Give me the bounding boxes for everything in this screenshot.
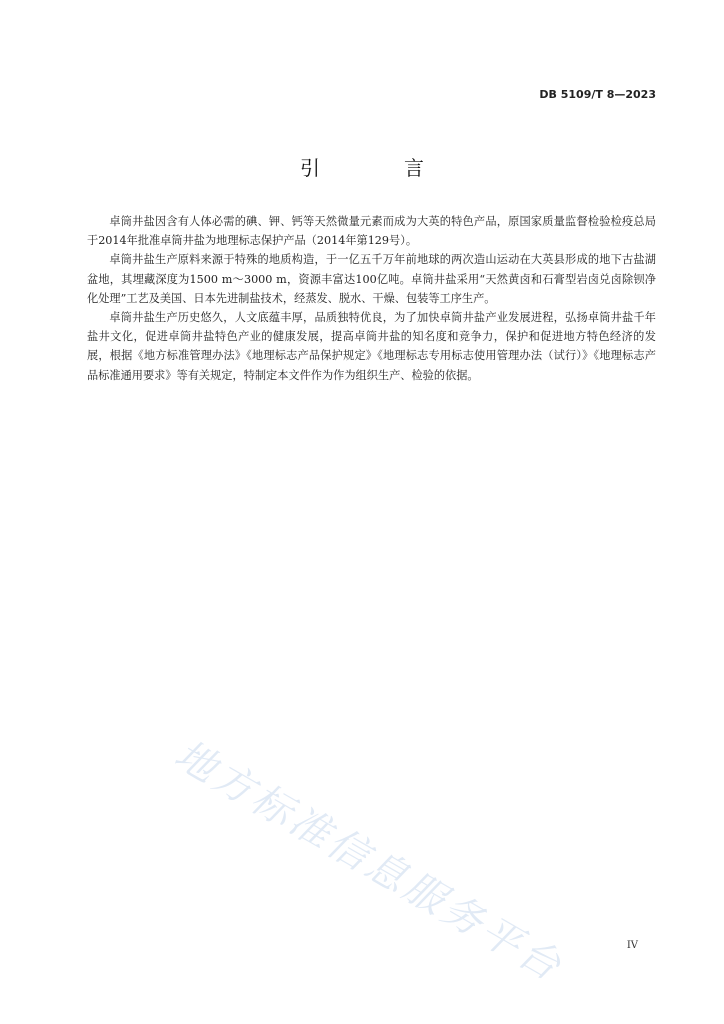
- standard-code: DB 5109/T 8—2023: [539, 88, 656, 101]
- body-text: [87, 212, 656, 385]
- paragraph: 卓筒井盐生产原料来源于特殊的地质构造，于一亿五千万年前地球的两次造山运动在大英县形成的地下古盐湖盆地，其埋藏深度为1500 m～3000 m，资源丰富达100亿吨。卓筒井盐采用“天然黄卤和石膏型岩卤兑卤除钡净化处理”工艺及美国、日本先进制盐技术，经蒸发、脱水、干燥、包装等工序生产。: [87, 253, 656, 305]
- paragraph: 卓筒井盐生产历史悠久，人文底蕴丰厚，品质独特优良，为了加快卓筒井盐产业发展进程，弘扬卓筒井盐千年盐井文化，促进卓筒井盐特色产业的健康发展，提高卓筒井盐的知名度和竞争力，保护和促进地方特色经济的发展，根据《地方标准管理办法》《地理标志产品保护规定》《地理标志专用标志使用管理办法（试行）》《地理标志产品标准通用要求》等有关规定，特制定本文件作为作为组织生产、检验的依据。: [87, 311, 656, 382]
- page-number: IV: [626, 940, 638, 951]
- paragraph: 卓筒井盐因含有人体必需的碘、钾、钙等天然微量元素而成为大英的特色产品，原国家质量监督检验检疫总局于2014年批准卓筒井盐为地理标志保护产品（2014年第129号）。: [87, 215, 656, 248]
- section-title: 引 言: [300, 156, 456, 180]
- watermark: 地方标准信息服务平台: [166, 731, 571, 992]
